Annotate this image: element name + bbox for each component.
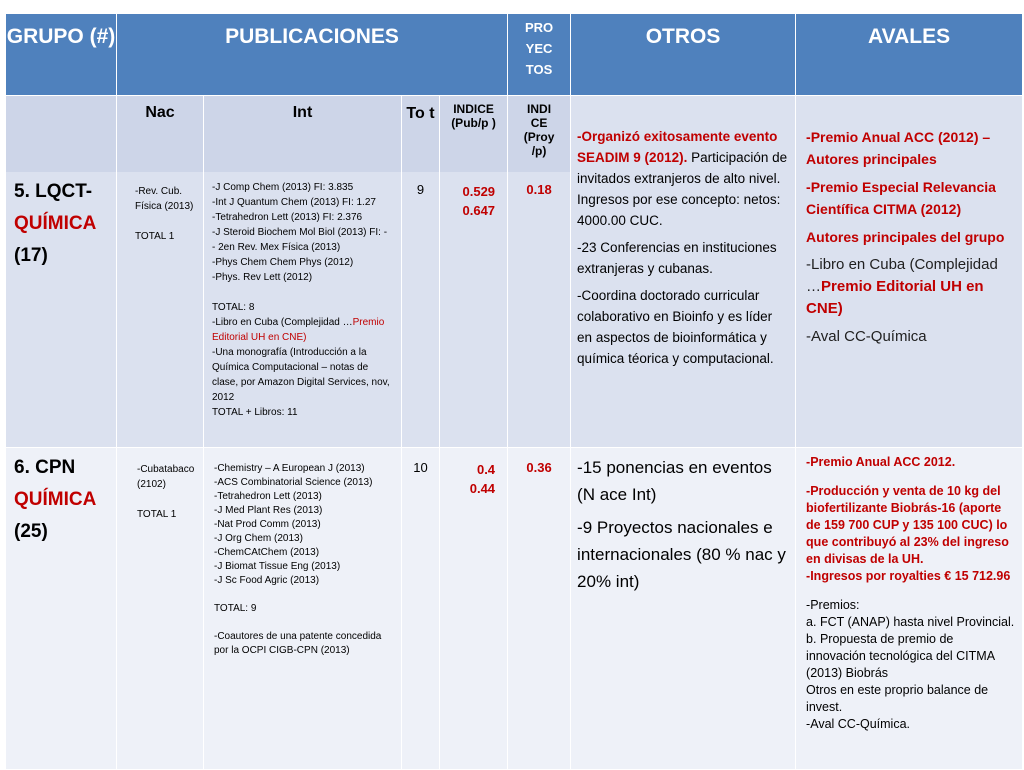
otros-cell	[571, 448, 796, 770]
list-item: b. Propuesta de premio de innovación tecnológica del CITMA (2013) Biobrás	[806, 632, 995, 680]
grupo-cell	[6, 96, 117, 448]
list-item: TOTAL: 9	[214, 603, 257, 614]
group-name	[6, 172, 116, 272]
tot-value: 10	[413, 460, 428, 475]
int-list	[204, 448, 401, 658]
indice-proy-cell	[508, 448, 571, 770]
list-item: TOTAL 1	[137, 509, 177, 520]
award-text: Premio Editorial UH en CNE)	[806, 278, 984, 317]
group-label-line: QUÍMICA	[14, 213, 97, 234]
header-proyectos	[508, 14, 571, 96]
list-item: -J Comp Chem (2013) FI: 3.835	[212, 182, 354, 193]
nac-cell	[117, 96, 204, 448]
int-cell	[204, 96, 402, 448]
group-label-line: 5. LQCT-	[14, 181, 93, 202]
list-item: - 2en Rev. Mex Física (2013)	[212, 242, 341, 253]
nac-cell	[117, 448, 204, 770]
header-avales	[796, 14, 1023, 96]
header-otros	[571, 14, 796, 96]
indice-value: 0.647	[462, 203, 496, 218]
table-row	[6, 448, 1023, 770]
avales-cell	[796, 448, 1023, 770]
list-item: -23 Conferencias en instituciones extranjeras y cubanas.	[577, 240, 777, 276]
avales-cell	[796, 96, 1023, 448]
list-item: -J Org Chem (2013)	[214, 533, 303, 544]
list-item: -Tetrahedron Lett (2013)	[214, 491, 322, 502]
list-item: -Premio Especial Relevancia Científica CITMA (2012)	[806, 179, 996, 217]
list-item: -Nat Prod Comm (2013)	[214, 519, 321, 530]
nac-list	[117, 448, 203, 522]
header-row	[6, 14, 1023, 96]
participation-text: Participación de invitados extranjeros de alto nivel. Ingresos por ese concepto: netos: 4000.00 CUC.	[577, 150, 788, 228]
nac-list	[117, 172, 203, 244]
tot-value: 9	[416, 182, 425, 197]
list-item: a. FCT (ANAP) hasta nivel Provincial.	[806, 615, 1015, 629]
header-avales-label: AVALES	[868, 25, 951, 48]
header-publicaciones-label: PUBLICACIONES	[225, 25, 399, 48]
list-item: -Ingresos por royalties € 15 712.96	[806, 569, 1011, 583]
indice-cell	[440, 96, 508, 448]
indice-cell	[440, 448, 508, 770]
list-item	[577, 126, 789, 231]
list-item: -Coordina doctorado curricular colaborativo en Bioinfo y es líder en aspectos de bioinformática y química téorica y computacional.	[577, 288, 774, 366]
list-item: -Una monografía (Introducción a la Química Computacional – notas de clase, por Amazon Digital Services, nov, 2012	[212, 347, 390, 403]
indice-value: 0.529	[462, 184, 496, 199]
list-item: -Phys. Rev Lett (2012)	[212, 272, 313, 283]
int-list	[204, 172, 401, 420]
header-grupo-label: GRUPO (#)	[6, 25, 116, 48]
list-item: -Producción y venta de 10 kg del biofertilizante Biobrás-16 (aporte de 159 700 CUP y 135 100 CUC) lo que contribuyó al 23% del ingreso en divisas de la UH.	[806, 484, 1009, 566]
list-item: -J Steroid Biochem Mol Biol (2013) FI: -	[212, 227, 388, 238]
list-item: -ACS Combinatorial Science (2013)	[214, 477, 373, 488]
list-item: -Premios:	[806, 598, 860, 612]
indice-value: 0.4	[476, 462, 496, 477]
list-item: -Phys Chem Chem Phys (2012)	[212, 257, 354, 268]
summary-table	[5, 13, 1023, 770]
list-item: -Premio Anual ACC (2012) – Autores principales	[806, 129, 991, 167]
group-label-line: (17)	[14, 245, 48, 266]
tot-cell	[402, 96, 440, 448]
subheader-int: Int	[204, 96, 401, 172]
indice-value: 0.44	[469, 481, 496, 496]
list-item	[806, 254, 1016, 320]
header-publicaciones	[117, 14, 508, 96]
subheader-spacer	[6, 96, 116, 172]
book-text: -Libro en Cuba (Complejidad …	[806, 256, 998, 295]
list-item: -Int J Quantum Chem (2013) FI: 1.27	[212, 197, 376, 208]
list-item: TOTAL 1	[135, 231, 175, 242]
subheader-tot: To t	[402, 96, 439, 172]
header-proyectos-label: PRO YEC TOS	[524, 20, 554, 77]
book-text: -Libro en Cuba (Complejidad …	[212, 317, 353, 328]
header-otros-label: OTROS	[645, 25, 721, 48]
event-text: -Organizó exitosamente evento SEADIM 9 (2012).	[577, 129, 778, 165]
group-label-line: 6. CPN	[14, 457, 76, 478]
list-item: -Aval CC-Química	[806, 328, 927, 345]
indice-values	[440, 448, 507, 498]
list-item: -J Sc Food Agric (2013)	[214, 575, 320, 586]
indice-proy-cell	[508, 96, 571, 448]
list-item: Otros en este proprio balance de invest.	[806, 683, 989, 714]
list-item: -J Biomat Tissue Eng (2013)	[214, 561, 341, 572]
otros-list	[571, 448, 795, 595]
indice-proy-value: 0.18	[526, 182, 552, 197]
header-grupo	[6, 14, 117, 96]
list-item: TOTAL + Libros: 11	[212, 407, 298, 418]
award-text: Premio Editorial UH en CNE)	[212, 317, 385, 343]
group-label-line: QUÍMICA	[14, 489, 97, 510]
int-cell	[204, 448, 402, 770]
list-item: Autores principales del grupo	[806, 229, 1005, 245]
list-item: -Coautores de una patente concedida por la OCPI CIGB-CPN (2013)	[214, 631, 382, 656]
list-item: -J Med Plant Res (2013)	[214, 505, 323, 516]
subheader-nac: Nac	[117, 96, 203, 172]
list-item: -15 ponencias en eventos (N ace Int)	[577, 458, 772, 504]
list-item: -Aval CC-Química.	[806, 717, 911, 731]
list-item: -Tetrahedron Lett (2013) FI: 2.376	[212, 212, 363, 223]
tot-cell	[402, 448, 440, 770]
group-label-line: (25)	[14, 521, 48, 542]
list-item: -Rev. Cub. Física (2013)	[135, 186, 194, 212]
avales-list	[796, 96, 1022, 348]
list-item: -Premio Anual ACC 2012.	[806, 455, 956, 469]
list-item: -Cubatabaco (2102)	[137, 464, 195, 490]
grupo-cell	[6, 448, 117, 770]
subheader-indice: INDICE (Pub/p )	[440, 96, 507, 172]
list-item: TOTAL: 8	[212, 302, 255, 313]
avales-list	[796, 448, 1022, 733]
indice-values	[440, 172, 507, 220]
list-item: -Chemistry – A European J (2013)	[214, 463, 365, 474]
list-item: -9 Proyectos nacionales e internacionales (80 % nac y 20% int)	[577, 518, 786, 591]
indice-proy-value: 0.36	[526, 460, 552, 475]
otros-list	[571, 96, 795, 369]
subheader-indice-proy: INDI CE (Proy /p)	[508, 96, 570, 172]
group-name	[6, 448, 116, 548]
otros-cell	[571, 96, 796, 448]
list-item	[212, 315, 397, 345]
table-row	[6, 96, 1023, 448]
list-item: -ChemCAtChem (2013)	[214, 547, 320, 558]
